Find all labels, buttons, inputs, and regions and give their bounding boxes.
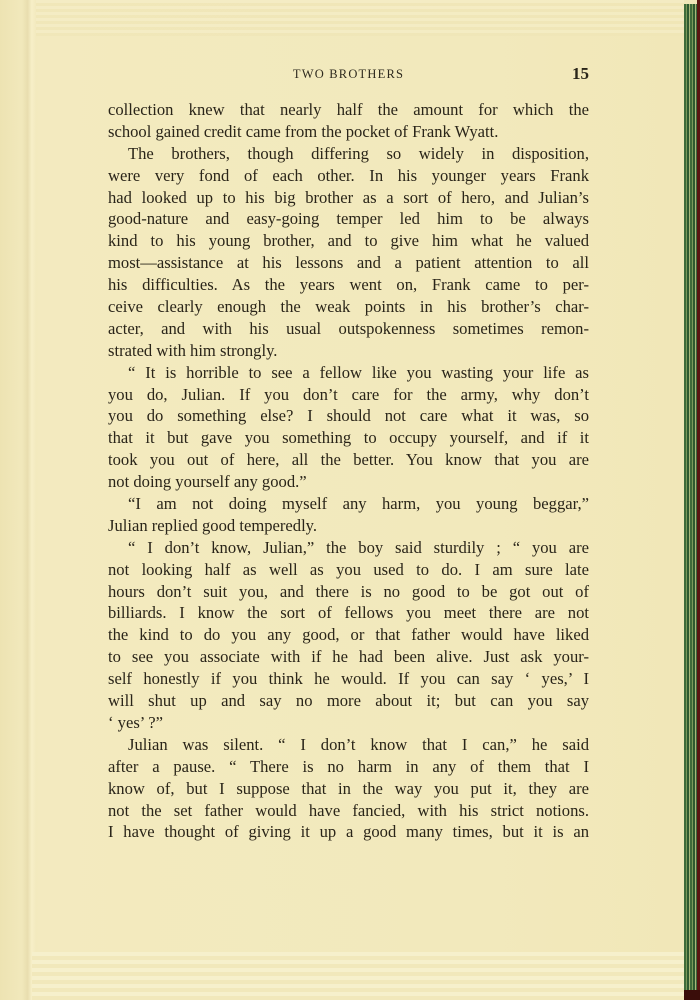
text-line: you do, Julian. If you don’t care for the army, why don’t (108, 384, 589, 404)
text-line: The brothers, though differing so widely in disposition, (128, 143, 589, 163)
text-line: ceive clearly enough the weak points in his brother’s char- (108, 297, 589, 317)
gutter-fold (22, 0, 36, 1000)
text-line: not doing yourself any good.” (108, 472, 307, 492)
text-line: school gained credit came from the pocket of Frank Wyatt. (108, 121, 499, 141)
text-line: that it but gave you something to occupy yourself, and if it (108, 428, 589, 448)
text-line: “ I don’t know, Julian,” the boy said sturdily ; “ you are (128, 537, 589, 557)
text-line: “ It is horrible to see a fellow like you wasting your life as (128, 362, 589, 382)
text-line: hours don’t suit you, and there is no good to be got out of (108, 581, 589, 601)
text-line: to see you associate with if he had been alive. Just ask your- (108, 647, 589, 667)
text-line: will shut up and say no more about it; but can you say (108, 691, 589, 711)
text-line: kind to his young brother, and to give him what he valued (108, 231, 589, 251)
text-line: ‘ yes’ ?” (108, 712, 163, 732)
text-line: not the set father would have fancied, with his strict notions. (108, 800, 589, 820)
text-line: good-nature and easy-going temper led him to be always (108, 209, 589, 229)
text-line: most—assistance at his lessons and a patient attention to all (108, 253, 589, 273)
text-line: were very fond of each other. In his younger years Frank (108, 165, 589, 185)
text-line: after a pause. “ There is no harm in any of them that I (108, 756, 589, 776)
text-line: I have thought of giving it up a good many times, but it is an (108, 822, 589, 842)
text-line: took you out of here, all the better. You know that you are (108, 450, 589, 470)
text-line: the kind to do you any good, or that father would have liked (108, 625, 589, 645)
scan-band-top (36, 0, 684, 36)
text-line: his difficulties. As the years went on, Frank came to per- (108, 275, 589, 295)
text-line: you do something else? I should not care what it was, so (108, 406, 589, 426)
running-title: TWO BROTHERS (292, 67, 405, 81)
book-cover-corner (684, 990, 700, 1000)
text-line: self honestly if you think he would. If you can say ‘ yes,’ I (108, 669, 589, 689)
text-line: strated with him strongly. (108, 340, 278, 360)
text-line: had looked up to his big brother as a sort of hero, and Julian’s (108, 187, 589, 207)
text-line: Julian replied good temperedly. (108, 515, 318, 535)
text-line: acter, and with his usual outspokenness sometimes remon- (108, 318, 589, 338)
page-number: 15 (572, 64, 589, 83)
text-line: not looking half as well as you used to do. I am sure late (108, 559, 589, 579)
scan-band-bottom (32, 952, 684, 1000)
text-line: billiards. I know the sort of fellows you meet there are not (108, 603, 589, 623)
text-line: know of, but I suppose that in the way you put it, they are (108, 778, 589, 798)
running-header (108, 66, 589, 86)
text-line: collection knew that nearly half the amount for which the (108, 100, 589, 119)
text-line: Julian was silent. “ I don’t know that I can,” he said (128, 734, 589, 754)
body-text (108, 99, 589, 843)
text-line: “I am not doing myself any harm, you young beggar,” (128, 494, 589, 514)
